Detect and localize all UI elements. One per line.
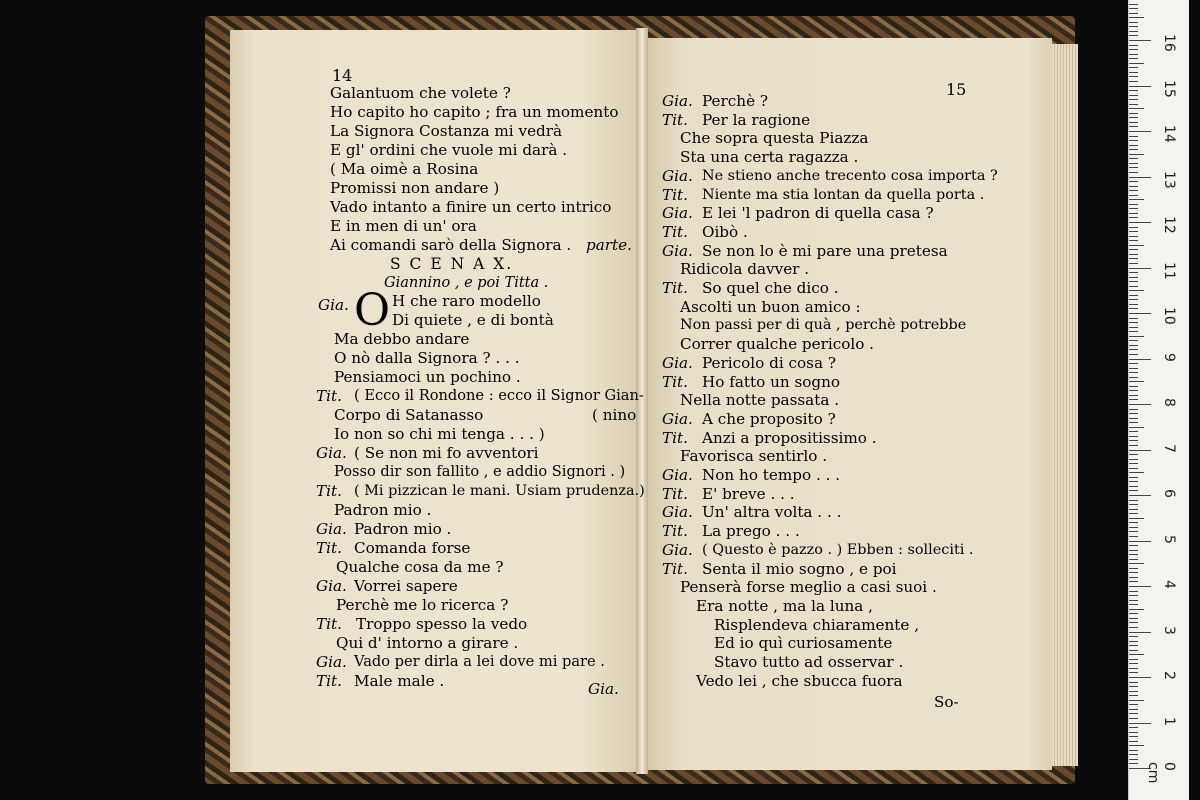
scene-title: S C E N A X. (390, 255, 514, 273)
speaker-label: Tit. (662, 372, 688, 391)
ruler-tick (1129, 363, 1138, 364)
speaker-label: Gia. (316, 520, 347, 538)
ruler-tick (1129, 131, 1151, 132)
text-line: Qui d' intorno a girare . (336, 634, 519, 652)
ruler-tick (1129, 359, 1151, 360)
ruler-tick (1129, 622, 1138, 623)
text-line: Nella notte passata . (680, 391, 840, 410)
ruler-tick (1129, 268, 1151, 269)
ruler-tick (1129, 126, 1138, 127)
ruler-tick (1129, 641, 1138, 642)
text-line: Senta il mio sogno , e poi (702, 559, 897, 578)
ruler-tick (1129, 691, 1138, 692)
speaker-label: Gia. (316, 653, 347, 671)
text-line: Vedo lei , che sbucca fuora (696, 671, 903, 690)
ruler-label: 3 (1161, 625, 1177, 635)
ruler-label: 15 (1161, 79, 1177, 98)
ruler-tick (1129, 149, 1138, 150)
ruler-tick (1129, 477, 1138, 478)
speaker-label: Gia. (662, 353, 693, 372)
text-line: La prego . . . (702, 522, 800, 541)
text-line: Pensiamoci un pochino . (334, 368, 521, 386)
ruler-label: 14 (1161, 125, 1177, 143)
ruler-tick (1129, 531, 1138, 532)
speaker-label: Tit. (316, 539, 342, 557)
text-line: Io non so chi mi tenga . . . ) (334, 425, 545, 443)
measurement-ruler (1128, 0, 1189, 800)
ruler-tick (1129, 22, 1138, 23)
ruler-tick (1129, 304, 1138, 305)
speaker-label: Tit. (662, 185, 688, 204)
ruler-tick (1129, 204, 1138, 205)
text-line: Male male . (354, 672, 445, 690)
speaker-label: Gia. (316, 577, 347, 595)
ruler-tick (1129, 81, 1138, 82)
ruler-tick (1129, 49, 1138, 50)
ruler-tick (1129, 108, 1144, 109)
ruler-tick (1129, 281, 1138, 282)
ruler-tick (1129, 99, 1138, 100)
ruler-tick (1129, 613, 1138, 614)
ruler-tick (1129, 372, 1138, 373)
ruler-tick (1129, 581, 1138, 582)
ruler-tick (1129, 217, 1138, 218)
ruler-tick (1129, 368, 1138, 369)
text-line: E' breve . . . (702, 484, 795, 503)
ruler-tick (1129, 700, 1144, 701)
speaker-label: Gia. (662, 166, 693, 185)
ruler-label: 11 (1161, 261, 1177, 280)
text-line: ( nino (592, 406, 637, 424)
ruler-tick (1129, 349, 1138, 350)
ruler-tick (1129, 63, 1144, 64)
text-line: Stavo tutto ad osservar . (714, 653, 904, 671)
ruler-tick (1129, 395, 1138, 396)
text-line: E gl' ordini che vuole mi darà . (330, 141, 568, 159)
ruler-label: 1 (1161, 716, 1177, 726)
ruler-tick (1129, 13, 1138, 14)
text-line: Posso dir son fallito , e addio Signori . ) (334, 463, 626, 480)
ruler-tick (1129, 422, 1138, 423)
speaker-label: Gia. (318, 296, 349, 314)
ruler-tick (1129, 554, 1138, 555)
ruler-label: 7 (1161, 443, 1177, 453)
text-line: Non passi per di quà , perchè potrebbe (680, 317, 967, 334)
text-line: So quel che dico . (702, 279, 839, 297)
ruler-tick (1129, 632, 1151, 633)
ruler-label: 8 (1161, 398, 1177, 407)
right-page-number: 15 (946, 80, 967, 99)
ruler-tick (1129, 272, 1138, 273)
ruler-tick (1129, 263, 1138, 264)
ruler-tick (1129, 167, 1138, 168)
ruler-tick (1129, 381, 1144, 382)
ruler-tick (1129, 459, 1138, 460)
ruler-tick (1129, 104, 1138, 105)
catchword: So- (934, 693, 959, 711)
ruler-tick (1129, 86, 1151, 87)
ruler-tick (1129, 413, 1138, 414)
speaker-label: Gia. (662, 409, 693, 428)
ruler-tick (1129, 26, 1138, 27)
text-line: Penserà forse meglio a casi suoi . (680, 578, 937, 597)
ruler-tick (1129, 322, 1138, 323)
ruler-tick (1129, 340, 1138, 341)
ruler-label: 5 (1161, 534, 1177, 544)
ruler-tick (1129, 695, 1138, 696)
ruler-tick (1129, 541, 1151, 542)
ruler-tick (1129, 158, 1138, 159)
ruler-tick (1129, 727, 1138, 728)
ruler-tick (1129, 295, 1138, 296)
text-line: Favorisca sentirlo . (680, 447, 828, 466)
speaker-label: Gia. (662, 92, 693, 110)
ruler-tick (1129, 213, 1138, 214)
ruler-tick (1129, 659, 1138, 660)
text-line: A che proposito ? (702, 409, 836, 428)
ruler-label: 2 (1161, 671, 1177, 680)
ruler-tick (1129, 591, 1138, 592)
text-line: ( Mi pizzican le mani. Usiam prudenza.) (354, 483, 645, 499)
ruler-tick (1129, 35, 1138, 36)
text-line: Qualche cosa da me ? (336, 558, 504, 576)
text-line: ( Se non mi fo avventori (354, 444, 539, 462)
speaker-label: Tit. (316, 387, 342, 405)
ruler-tick (1129, 249, 1138, 250)
ruler-tick (1129, 399, 1138, 400)
ruler-tick (1129, 563, 1144, 564)
speaker-label: Tit. (662, 279, 688, 297)
text-line: Era notte , ma la luna , (696, 596, 873, 615)
ruler-tick (1129, 386, 1138, 387)
ruler-tick (1129, 736, 1138, 737)
ruler-tick (1129, 236, 1138, 237)
ruler-tick (1129, 522, 1138, 523)
text-line: Niente ma stia lontan da quella porta . (702, 186, 985, 203)
ruler-tick (1129, 436, 1138, 437)
ruler-tick (1129, 354, 1138, 355)
ruler-tick (1129, 672, 1138, 673)
text-line: H che raro modello (392, 292, 541, 310)
ruler-tick (1129, 490, 1138, 491)
ruler-tick (1129, 713, 1138, 714)
speaker-label: Tit. (662, 559, 688, 578)
ruler-tick (1129, 290, 1144, 291)
ruler-tick (1129, 58, 1138, 59)
text-line: Comanda forse (354, 539, 471, 557)
ruler-label: 6 (1161, 489, 1177, 498)
text-line: Troppo spesso la vedo (356, 615, 528, 633)
speaker-label: Tit. (662, 484, 688, 503)
text-line: La Signora Costanza mi vedrà (330, 122, 563, 140)
ruler-tick (1129, 8, 1138, 9)
ruler-tick (1129, 409, 1138, 410)
ruler-tick (1129, 154, 1144, 155)
scene-subtitle: Giannino , e poi Titta . (384, 275, 549, 291)
ruler-tick (1129, 463, 1138, 464)
ruler-tick (1129, 709, 1138, 710)
text-line: Ho capito ho capito ; fra un momento (330, 103, 619, 121)
ruler-tick (1129, 222, 1151, 223)
ruler-tick (1129, 177, 1151, 178)
speaker-label: Gia. (662, 466, 693, 484)
ruler-tick (1129, 586, 1151, 587)
text-line: Vorrei sapere (354, 577, 458, 595)
ruler-tick (1129, 195, 1138, 196)
ruler-label: 12 (1161, 216, 1177, 234)
ruler-tick (1129, 163, 1138, 164)
speaker-label: Gia. (662, 241, 693, 260)
ruler-tick (1129, 76, 1138, 77)
ruler-tick (1129, 718, 1138, 719)
speaker-label: Tit. (316, 672, 342, 690)
ruler-tick (1129, 609, 1144, 610)
ruler-tick (1129, 604, 1138, 605)
text-line: Vado per dirla a lei dove mi pare . (354, 653, 605, 670)
ruler-tick (1129, 299, 1138, 300)
text-line: Pericolo di cosa ? (702, 353, 836, 372)
ruler-label: 4 (1161, 580, 1177, 589)
ruler-tick (1129, 286, 1138, 287)
left-page-number: 14 (332, 66, 353, 85)
text-line: Perchè ? (702, 92, 769, 110)
ruler-tick (1129, 418, 1138, 419)
ruler-label: 9 (1161, 352, 1177, 362)
ruler-tick (1129, 95, 1138, 96)
text-line: Ai comandi sarò della Signora . (330, 236, 572, 254)
text-line: Ridicola davver . (680, 260, 810, 279)
ruler-tick (1129, 318, 1138, 319)
ruler-tick (1129, 231, 1138, 232)
ruler-tick (1129, 668, 1138, 669)
speaker-label: Gia. (662, 503, 693, 522)
text-line: Che sopra questa Piazza (680, 129, 869, 148)
text-line: Padron mio . (334, 501, 432, 519)
ruler-tick (1129, 90, 1138, 91)
ruler-tick (1129, 440, 1138, 441)
ruler-tick (1129, 450, 1151, 451)
ruler-tick (1129, 258, 1138, 259)
text-line: Anzi a propositissimo . (702, 428, 877, 447)
ruler-tick (1129, 45, 1138, 46)
ruler-tick (1129, 545, 1138, 546)
ruler-tick (1129, 190, 1138, 191)
text-line: Vado intanto a finire un certo intrico (330, 198, 612, 216)
ruler-tick (1129, 559, 1138, 560)
ruler-tick (1129, 759, 1138, 760)
text-line: Ascolti un buon amico : (680, 297, 861, 316)
ruler-tick (1129, 377, 1138, 378)
text-line: Risplendeva chiaramente , (714, 615, 920, 634)
text-line: E in men di un' ora (330, 217, 477, 235)
ruler-tick (1129, 331, 1138, 332)
text-line: Galantuom che volete ? (330, 84, 511, 102)
ruler-tick (1129, 741, 1138, 742)
ruler-tick (1129, 313, 1151, 314)
text-line: Ma debbo andare (334, 330, 470, 348)
page-edges (1052, 44, 1078, 766)
ruler-tick (1129, 686, 1138, 687)
ruler-tick (1129, 17, 1144, 18)
ruler-tick (1129, 732, 1138, 733)
ruler-tick (1129, 468, 1138, 469)
speaker-label: Tit. (316, 482, 342, 500)
drop-cap: O (354, 285, 391, 336)
ruler-tick (1129, 650, 1138, 651)
ruler-tick (1129, 254, 1138, 255)
text-line: ( Questo è pazzo . ) Ebben : solleciti . (702, 541, 974, 558)
ruler-tick (1129, 145, 1138, 146)
text-line: Non ho tempo . . . (702, 466, 841, 484)
ruler-tick (1129, 568, 1138, 569)
ruler-tick (1129, 509, 1138, 510)
ruler-tick (1129, 763, 1138, 764)
ruler-tick (1129, 31, 1138, 32)
ruler-tick (1129, 113, 1138, 114)
text-line: Promissi non andare ) (330, 179, 500, 197)
speaker-label: Gia. (316, 444, 347, 462)
ruler-tick (1129, 54, 1138, 55)
ruler-tick (1129, 336, 1144, 337)
speaker-label: Tit. (662, 428, 688, 447)
text-line: O nò dalla Signora ? . . . (334, 349, 520, 367)
ruler-tick (1129, 618, 1138, 619)
ruler-tick (1129, 227, 1138, 228)
ruler-tick (1129, 745, 1144, 746)
ruler-tick (1129, 682, 1138, 683)
ruler-tick (1129, 677, 1151, 678)
ruler-tick (1129, 427, 1144, 428)
ruler-tick (1129, 536, 1138, 537)
catchword: Gia. (588, 680, 619, 698)
ruler-tick (1129, 136, 1138, 137)
ruler-tick (1129, 172, 1138, 173)
ruler-tick (1129, 754, 1138, 755)
ruler-tick (1129, 390, 1138, 391)
speaker-label: Tit. (316, 615, 342, 633)
ruler-tick (1129, 627, 1138, 628)
ruler-tick (1129, 327, 1138, 328)
ruler-tick (1129, 277, 1138, 278)
ruler-tick (1129, 140, 1138, 141)
ruler-tick (1129, 122, 1138, 123)
text-line: Ho fatto un sogno (702, 372, 841, 391)
ruler-label: 0 cm (1145, 762, 1177, 784)
ruler-tick (1129, 527, 1138, 528)
ruler-tick (1129, 72, 1138, 73)
ruler-tick (1129, 513, 1138, 514)
ruler-tick (1129, 704, 1138, 705)
text-line: Se non lo è mi pare una pretesa (702, 241, 948, 260)
stage-direction: parte. (586, 236, 632, 254)
speaker-label: Gia. (662, 540, 693, 559)
ruler-tick (1129, 550, 1138, 551)
ruler-tick (1129, 404, 1151, 405)
ruler-tick (1129, 645, 1138, 646)
ruler-tick (1129, 199, 1144, 200)
text-line: ( Ma oimè a Rosina (330, 160, 479, 178)
text-line: E lei 'l padron di quella casa ? (702, 204, 934, 223)
ruler-tick (1129, 504, 1138, 505)
text-line: Per la ragione (702, 110, 811, 129)
ruler-tick (1129, 595, 1138, 596)
text-line: Ed io quì curiosamente (714, 634, 893, 653)
speaker-label: Tit. (662, 522, 688, 541)
ruler-label: 13 (1161, 170, 1177, 189)
ruler-tick (1129, 654, 1144, 655)
ruler-tick (1129, 472, 1144, 473)
text-line: Correr qualche pericolo . (680, 335, 875, 354)
ruler-tick (1129, 481, 1138, 482)
ruler-tick (1129, 445, 1138, 446)
ruler-tick (1129, 636, 1138, 637)
ruler-tick (1129, 495, 1151, 496)
ruler-tick (1129, 4, 1138, 5)
ruler-label: 10 (1161, 307, 1177, 325)
text-line: Corpo di Satanasso (334, 406, 484, 424)
ruler-tick (1129, 345, 1138, 346)
ruler-tick (1129, 67, 1138, 68)
text-line: Perchè me lo ricerca ? (336, 596, 509, 614)
ruler-tick (1129, 572, 1138, 573)
speaker-label: Gia. (662, 204, 693, 223)
text-line: Padron mio . (354, 520, 452, 538)
ruler-tick (1129, 577, 1138, 578)
text-line: ( Ecco il Rondone : ecco il Signor Gian- (354, 387, 644, 404)
ruler-tick (1129, 486, 1138, 487)
ruler-tick (1129, 308, 1138, 309)
ruler-tick (1129, 181, 1138, 182)
ruler-label: 16 (1161, 34, 1177, 52)
ruler-tick (1129, 245, 1144, 246)
speaker-label: Tit. (662, 110, 688, 129)
ruler-tick (1129, 431, 1138, 432)
ruler-tick (1129, 240, 1138, 241)
ruler-tick (1129, 40, 1151, 41)
ruler-tick (1129, 518, 1144, 519)
text-line: Oibò . (702, 222, 748, 241)
ruler-tick (1129, 600, 1138, 601)
ruler-tick (1129, 208, 1138, 209)
ruler-tick (1129, 500, 1138, 501)
text-line: Un' altra volta . . . (702, 503, 842, 522)
text-line: Sta una certa ragazza . (680, 148, 859, 167)
ruler-tick (1129, 663, 1138, 664)
ruler-tick (1129, 750, 1138, 751)
ruler-tick (1129, 723, 1151, 724)
ruler-tick (1129, 454, 1138, 455)
speaker-label: Tit. (662, 222, 688, 241)
ruler-tick (1129, 186, 1138, 187)
ruler-tick (1129, 117, 1138, 118)
text-line: Ne stieno anche trecento cosa importa ? (702, 167, 998, 184)
text-line: Di quiete , e di bontà (392, 311, 554, 329)
